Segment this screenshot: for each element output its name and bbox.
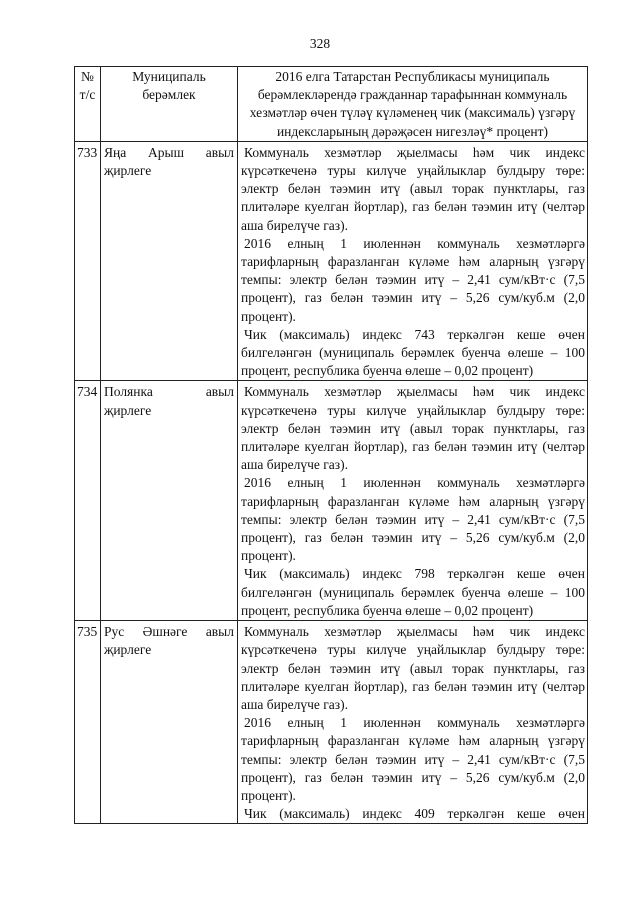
municipality-name-line xyxy=(104,383,234,401)
municipality-name xyxy=(101,381,238,621)
description-paragraph: Чик (максималь) индекс 409 теркәлгән кеше өчен xyxy=(244,806,585,822)
description-cell xyxy=(238,621,588,824)
description-paragraph: Коммуналь хезмәтләр җыелмасы һәм чик индекс күрсәткеченә туры килүче уңайлыклар булдыру төре: электр белән тәэмин итү (авыл торак пунктлары, газ плитәләре куелган йортлар), газ белән тәэмин итү (челтәр аша бирелүче газ). xyxy=(241,384,585,473)
page-number: 328 xyxy=(309,36,331,51)
municipality-word: авыл xyxy=(205,384,234,400)
municipality-word: авыл xyxy=(205,624,234,640)
municipality-word: Яңа xyxy=(104,144,127,160)
table-row xyxy=(75,381,588,621)
municipality-name xyxy=(101,141,238,381)
row-number: 735 xyxy=(75,621,101,824)
municipality-word: Арыш xyxy=(148,144,184,160)
description-paragraph: Коммуналь хезмәтләр җыелмасы һәм чик индекс күрсәткеченә туры килүче уңайлыклар булдыру төре: электр белән тәэмин итү (авыл торак пунктлары, газ плитәләре куелган йортлар), газ белән тәэмин итү (челтәр аша бирелүче газ). xyxy=(241,624,585,712)
municipality-word: Әшнәге xyxy=(142,624,188,640)
header-num: № т/с xyxy=(75,67,101,142)
description-paragraph: Чик (максималь) индекс 798 теркәлгән кеше өчен билгеләнгән (муниципаль берәмлек буенча өлеше – 100 процент, республика буенча өлеше – 0,02 процент) xyxy=(241,566,585,618)
row-number: 734 xyxy=(75,381,101,621)
row-number: 733 xyxy=(75,141,101,381)
description-paragraph: Коммуналь хезмәтләр җыелмасы һәм чик индекс күрсәткеченә туры килүче уңайлыклар булдыру төре: электр белән тәэмин итү (авыл торак пунктлары, газ плитәләре куелган йортлар), газ белән тәэмин итү (челтәр аша бирелүче газ). xyxy=(241,144,585,233)
municipality-name-line xyxy=(104,144,234,162)
municipality-name-tail: җирлеге xyxy=(104,163,152,179)
municipality-name-tail: җирлеге xyxy=(104,642,152,658)
municipality-name-tail: җирлеге xyxy=(104,402,152,418)
municipality-name-line xyxy=(104,623,234,641)
header-municipality: Муниципаль берәмлек xyxy=(101,67,238,142)
description-cell xyxy=(238,381,588,621)
municipality-name xyxy=(101,621,238,824)
municipality-word: Рус xyxy=(104,624,125,640)
header-description: 2016 елга Татарстан Республикасы муниципаль берәмлекләрендә гражданнар тарафыннан коммуналь хезмәтләр өчен түләү күләменең чик (максималь) үзгәрү индексларының дәрәҗәсен нигезләү* процент) xyxy=(238,67,588,142)
description-paragraph: 2016 елның 1 июленнән коммуналь хезмәтләргә тарифларның фаразланган күләме һәм аларның үзгәрү темпы: электр белән тәэмин итү – 2,41 сум/кВт·с (7,5 процент), газ белән тәэмин итү – 5,26 сум/куб.м (2,0 процент). xyxy=(241,715,585,803)
table-header-row xyxy=(75,67,588,142)
table-row xyxy=(75,141,588,381)
description-paragraph: Чик (максималь) индекс 743 теркәлгән кеше өчен билгеләнгән (муниципаль берәмлек буенча өлеше – 100 процент, республика буенча өлеше – 0,02 процент) xyxy=(241,326,585,379)
municipality-word: Полянка xyxy=(104,384,153,400)
description-cell xyxy=(238,141,588,381)
description-paragraph: 2016 елның 1 июленнән коммуналь хезмәтләргә тарифларның фаразланган күләме һәм аларның үзгәрү темпы: электр белән тәэмин итү – 2,41 сум/кВт·с (7,5 процент), газ белән тәэмин итү – 5,26 сум/куб.м (2,0 процент). xyxy=(241,235,585,324)
table-row xyxy=(75,621,588,824)
tariff-table xyxy=(74,66,588,824)
municipality-word: авыл xyxy=(205,144,234,160)
description-paragraph: 2016 елның 1 июленнән коммуналь хезмәтләргә тарифларның фаразланган күләме һәм аларның үзгәрү темпы: электр белән тәэмин итү – 2,41 сум/кВт·с (7,5 процент), газ белән тәэмин итү – 5,26 сум/куб.м (2,0 процент). xyxy=(241,475,585,564)
